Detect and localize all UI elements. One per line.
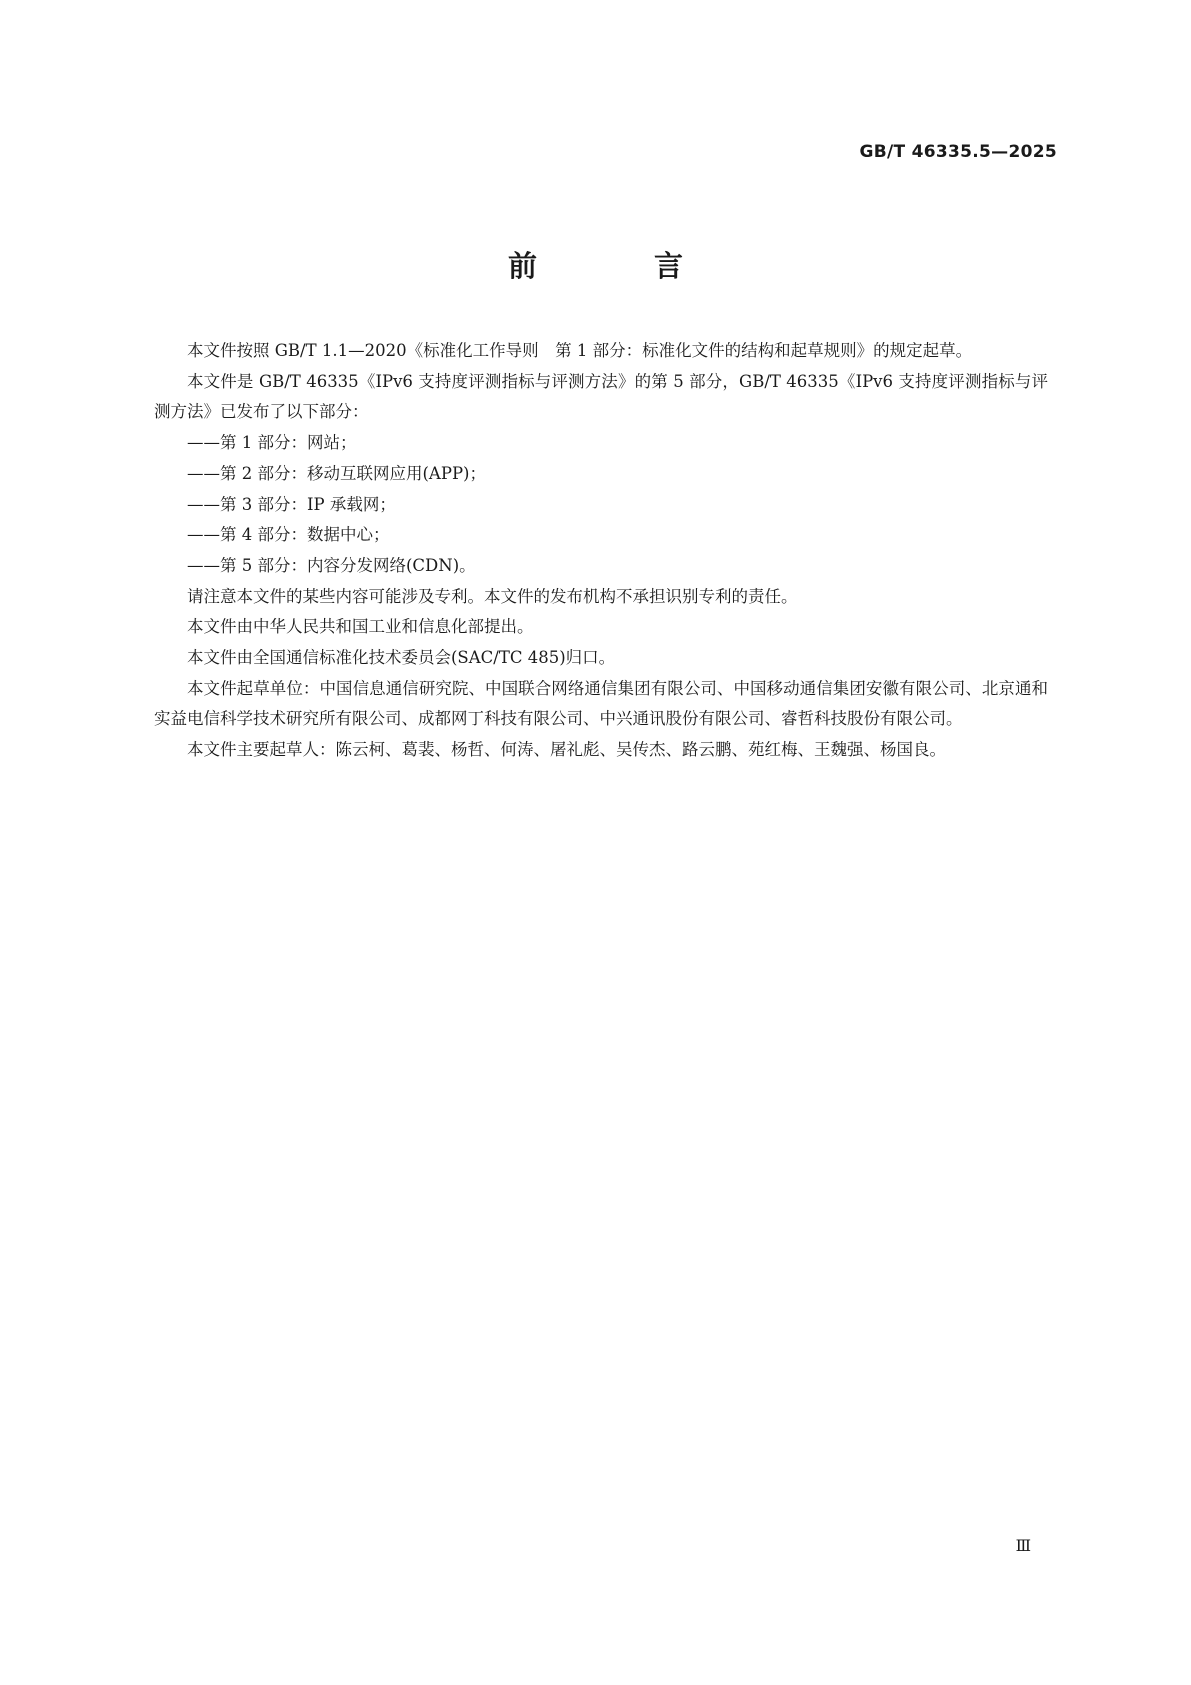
page-number: Ⅲ (1015, 1536, 1031, 1555)
paragraph-drafting-units: 本文件起草单位：中国信息通信研究院、中国联合网络通信集团有限公司、中国移动通信集团安徽有限公司、北京通和实益电信科学技术研究所有限公司、成都网丁科技有限公司、中兴通讯股份有限公司、睿哲科技股份有限公司。 (154, 678, 1048, 729)
paragraph-drafting-rules: 本文件按照 GB/T 1.1—2020《标准化工作导则 第 1 部分：标准化文件的结构和起草规则》的规定起草。 (187, 341, 973, 360)
paragraph-drafters: 本文件主要起草人：陈云柯、葛裴、杨哲、何涛、屠礼彪、吴传杰、路云鹏、苑红梅、王魏强、杨国良。 (187, 740, 946, 760)
paragraph-proposer: 本文件由中华人民共和国工业和信息化部提出。 (187, 617, 534, 637)
list-item-part-3: ——第 3 部分：IP 承载网； (187, 494, 396, 514)
page-title: 前 言 (507, 249, 727, 283)
paragraph-series-intro: 本文件是 GB/T 46335《IPv6 支持度评测指标与评测方法》的第 5 部分，GB/T 46335《IPv6 支持度评测指标与评测方法》已发布了以下部分： (154, 371, 1048, 422)
list-item-part-5: ——第 5 部分：内容分发网络(CDN)。 (187, 555, 476, 575)
foreword-body (154, 336, 1048, 766)
paragraph-technical-committee: 本文件由全国通信标准化技术委员会(SAC/TC 485)归口。 (187, 648, 616, 668)
list-item-part-4: ——第 4 部分：数据中心； (187, 525, 390, 545)
standard-code: GB/T 46335.5—2025 (859, 142, 1057, 162)
list-item-part-1: ——第 1 部分：网站； (187, 433, 357, 453)
paragraph-patent-notice: 请注意本文件的某些内容可能涉及专利。本文件的发布机构不承担识别专利的责任。 (187, 586, 798, 606)
list-item-part-2: ——第 2 部分：移动互联网应用(APP)； (187, 463, 486, 483)
